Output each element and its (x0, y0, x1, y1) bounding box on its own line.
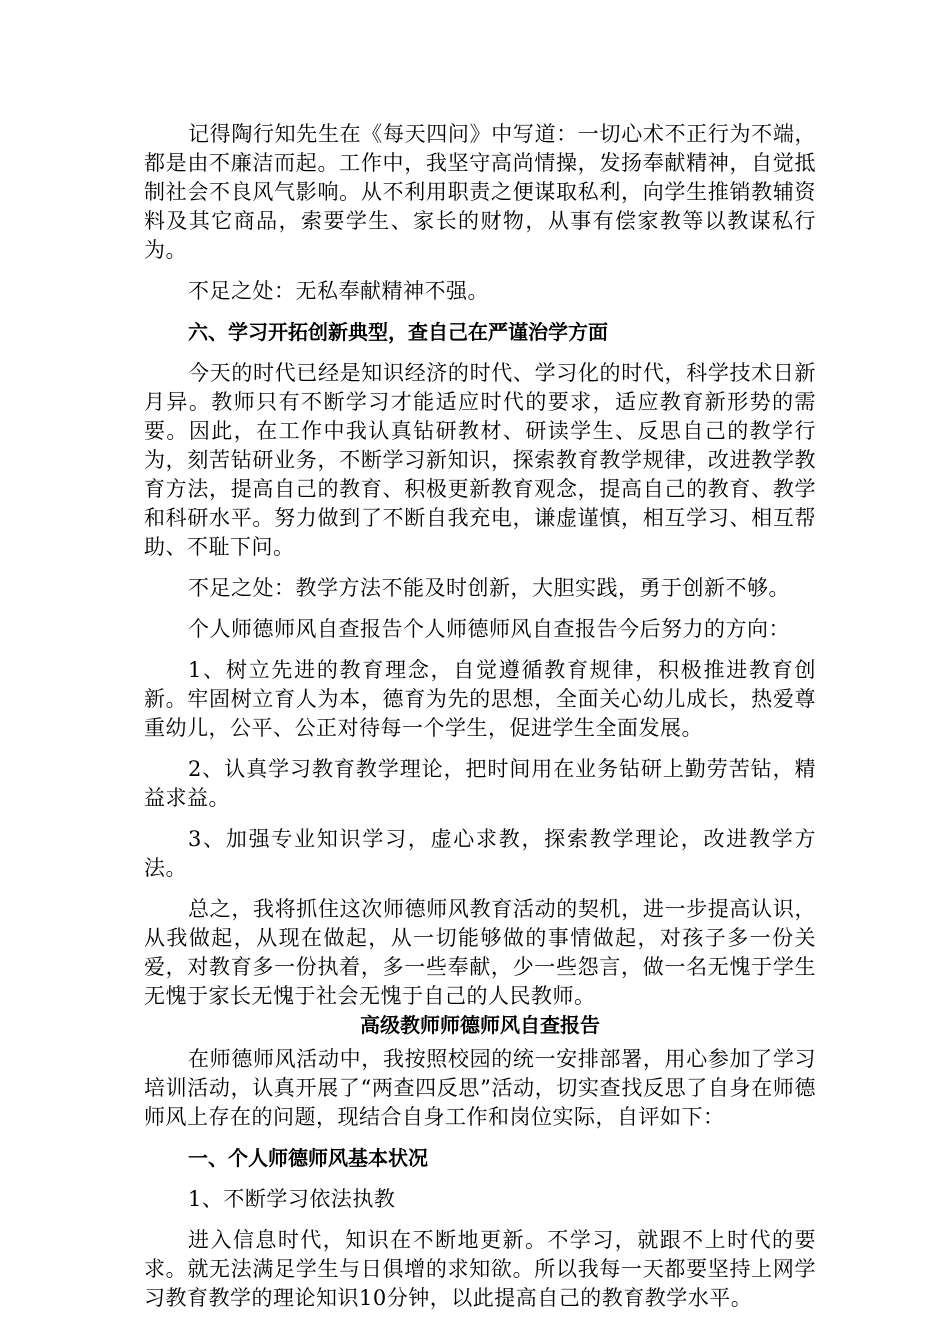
document-body (144, 120, 816, 1325)
paragraph-future-direction: 个人师德师风自查报告个人师德师风自查报告今后努力的方向： (188, 617, 790, 641)
paragraph-shortcoming-dedication: 不足之处：无私奉献精神不强。 (188, 279, 489, 303)
paragraph-tao-xingzhi: 记得陶行知先生在《每天四问》中写道：一切心术不正行为不端，都是由不廉洁而起。工作中，我坚守高尚情操，发扬奉献精神，自觉抵制社会不良风气影响。从不利用职责之便谋取私利，向学生推销教辅资料及其它商品，索要学生、家长的财物，从事有偿家教等以教谋私行为。 (144, 122, 816, 262)
list-item-1: 1、树立先进的教育理念，自觉遵循教育规律，积极推进教育创新。牢固树立育人为本，德育为先的思想，全面关心幼儿成长，热爱尊重幼儿，公平、公正对待每一个学生，促进学生全面发展。 (144, 658, 816, 740)
paragraph-information-age: 进入信息时代，知识在不断地更新。不学习，就跟不上时代的要求。就无法满足学生与日俱增的求知欲。所以我每一天都要坚持上网学习教育教学的理论知识10分钟，以此提高自己的教育教学水平。 (144, 1228, 816, 1310)
paragraph-knowledge-economy: 今天的时代已经是知识经济的时代、学习化的时代，科学技术日新月异。教师只有不断学习才能适应时代的要求，适应教育新形势的需要。因此，在工作中我认真钻研教材、研读学生、反思自己的教学行为，刻苦钻研业务，不断学习新知识，探索教育教学规律，改进教学教育方法，提高自己的教育、积极更新教育观念，提高自己的教育、教学和科研水平。努力做到了不断自我充电，谦虚谨慎，相互学习、相互帮助、不耻下问。 (144, 361, 816, 559)
section-heading-one: 一、个人师德师风基本状况 (188, 1146, 428, 1170)
paragraph-shortcoming-innovation: 不足之处：教学方法不能及时创新，大胆实践，勇于创新不够。 (188, 576, 790, 600)
subheading-continuous-learning: 1、不断学习依法执教 (188, 1187, 396, 1211)
paragraph-conclusion: 总之，我将抓住这次师德师风教育活动的契机，进一步提高认识，从我做起，从现在做起，从一切能够做的事情做起，对孩子多一份关爱，对教育多一份执着，多一些奉献，少一些怨言，做一名无愧于学生无愧于家长无愧于社会无愧于自己的人民教师。 (144, 897, 816, 1008)
section-heading-six: 六、学习开拓创新典型，查自己在严谨治学方面 (188, 320, 608, 344)
document-title: 高级教师师德师风自查报告 (360, 1013, 600, 1037)
list-item-3: 3、加强专业知识学习，虚心求教，探索教学理论，改进教学方法。 (144, 827, 816, 880)
list-item-2: 2、认真学习教育教学理论，把时间用在业务钻研上勤劳苦钻，精益求益。 (144, 757, 816, 810)
paragraph-intro: 在师德师风活动中，我按照校园的统一安排部署，用心参加了学习培训活动，认真开展了“两查四反思”活动，切实查找反思了自身在师德师风上存在的问题，现结合自身工作和岗位实际，自评如下： (144, 1047, 816, 1129)
